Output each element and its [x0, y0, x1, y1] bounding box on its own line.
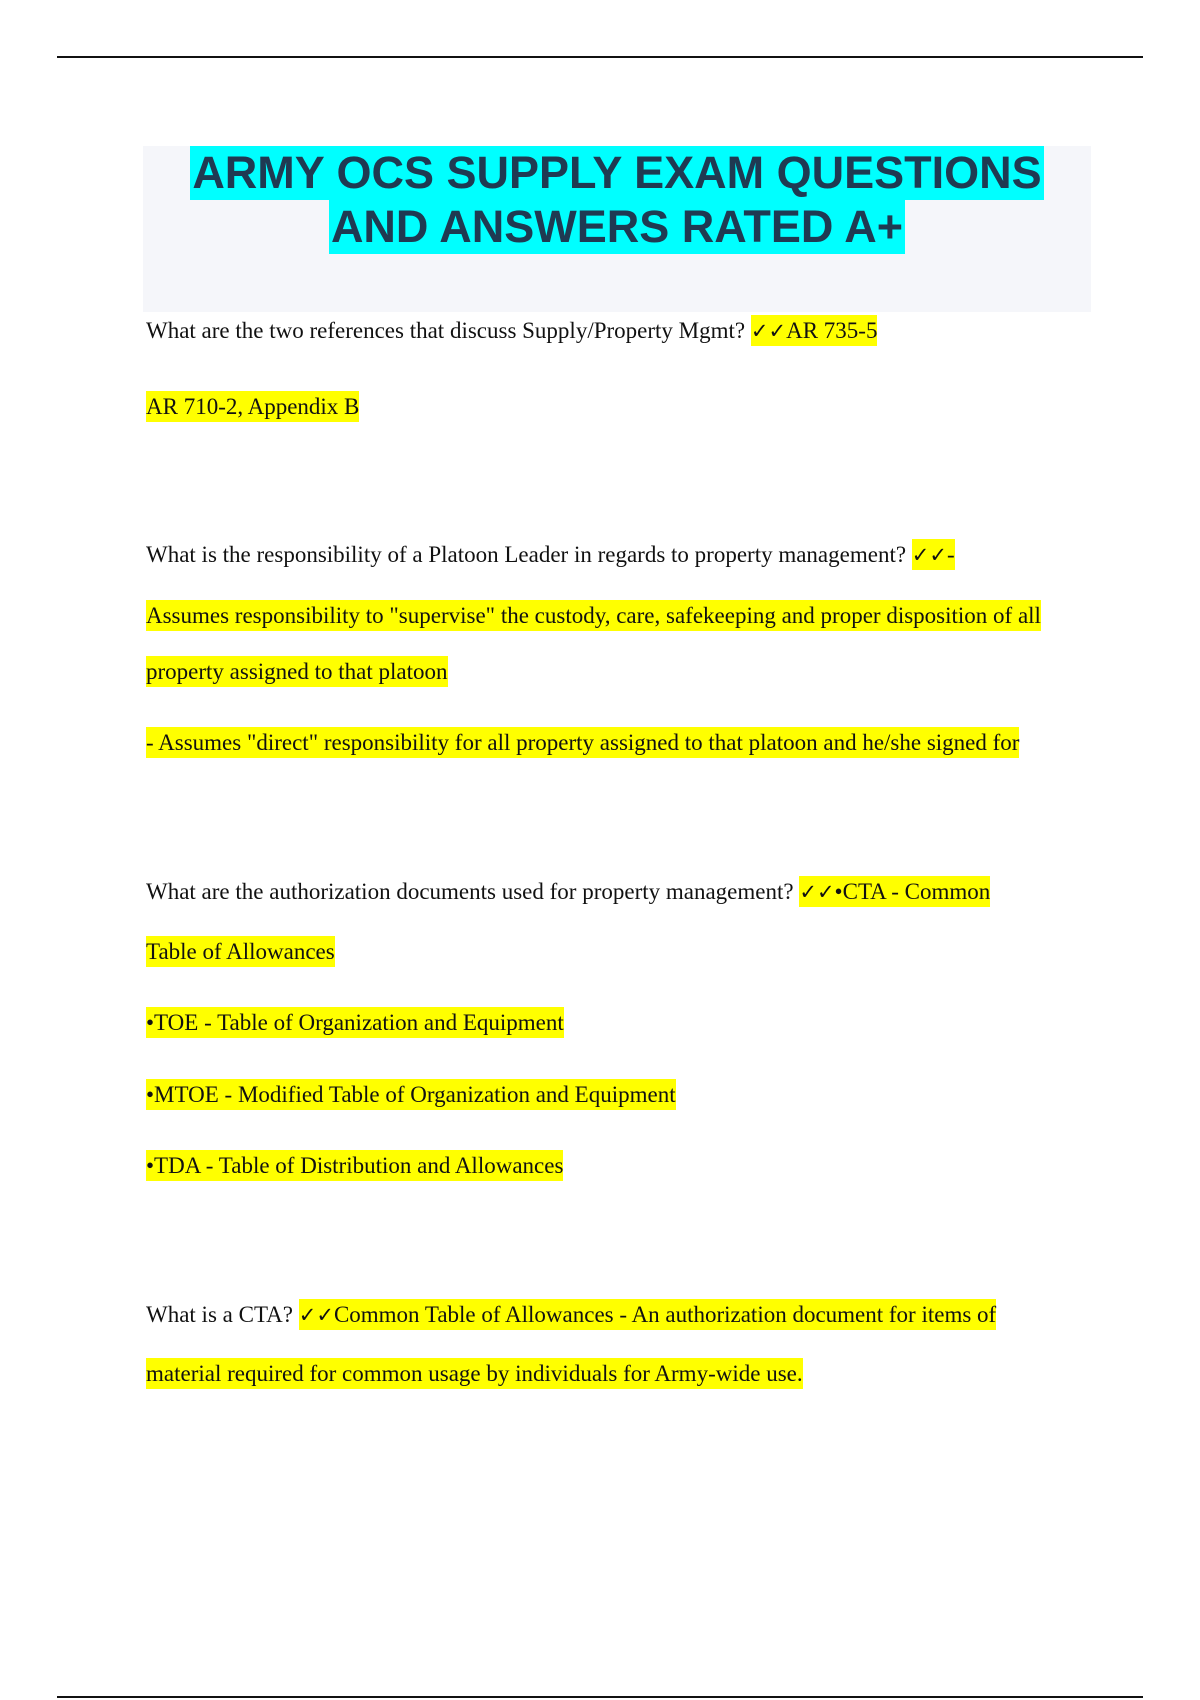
- top-rule: [57, 56, 1143, 58]
- qa-3-answer-line: [146, 1080, 676, 1110]
- qa-4-question: What is a CTA?: [146, 1302, 293, 1327]
- qa-3-question: What are the authorization documents used for property management?: [146, 879, 794, 904]
- bottom-rule: [57, 1696, 1143, 1698]
- qa-3-answer-line: [146, 1151, 563, 1181]
- qa-3-answer-line: [146, 937, 335, 967]
- qa-3-question-line: [146, 877, 990, 907]
- qa-2-answer-line: [146, 657, 448, 687]
- qa-4-answer-start: [299, 1299, 996, 1330]
- qa-4-answer-first: Common Table of Allowances - An authorization document for items of: [333, 1302, 997, 1327]
- qa-3-answer-line-1: Table of Allowances: [146, 936, 335, 967]
- title-text-2: AND ANSWERS RATED A+: [330, 201, 904, 252]
- qa-2-answer-line-3: - Assumes "direct" responsibility for all property assigned to that platoon and he/she signed for: [146, 727, 1019, 758]
- qa-2-question-line: [146, 540, 955, 570]
- qa-1-answer-first: AR 735-5: [786, 318, 878, 343]
- qa-1-answer-start: [751, 315, 878, 346]
- qa-1-question: What are the two references that discuss Supply/Property Mgmt?: [146, 318, 746, 343]
- qa-3-answer-start: [799, 876, 990, 907]
- qa-4-question-line: [146, 1300, 996, 1330]
- qa-2-question: What is the responsibility of a Platoon Leader in regards to property management?: [146, 542, 907, 567]
- check-mark-icon: ✓✓: [911, 543, 947, 567]
- qa-1-answer-line-1: AR 710-2, Appendix B: [146, 391, 359, 422]
- qa-4-answer-line-1: material required for common usage by individuals for Army-wide use.: [146, 1358, 803, 1389]
- check-mark-icon: ✓✓: [750, 319, 787, 343]
- qa-3-answer-first: •CTA - Common: [834, 879, 991, 904]
- qa-1-answer-line: [146, 392, 359, 422]
- title-text-1: ARMY OCS SUPPLY EXAM QUESTIONS: [192, 147, 1042, 198]
- qa-3-answer-line-2: •TOE - Table of Organization and Equipment: [146, 1007, 564, 1038]
- document-title-line-1: [143, 146, 1091, 200]
- qa-3-answer-line-4: •TDA - Table of Distribution and Allowances: [146, 1150, 563, 1181]
- qa-2-answer-line: [146, 601, 1041, 631]
- qa-2-answer-line-1: Assumes responsibility to "supervise" the custody, care, safekeeping and proper disposition of all: [146, 600, 1041, 631]
- qa-2-answer-first: -: [947, 542, 955, 567]
- check-mark-icon: ✓✓: [799, 880, 835, 904]
- qa-1-question-line: [146, 316, 877, 346]
- title-block: [143, 146, 1091, 312]
- qa-2-answer-line-2: property assigned to that platoon: [146, 656, 448, 687]
- document-title-line-2: [143, 200, 1091, 254]
- qa-3-answer-line-3: •MTOE - Modified Table of Organization and Equipment: [146, 1079, 676, 1110]
- qa-3-answer-line: [146, 1008, 564, 1038]
- check-mark-icon: ✓✓: [298, 1303, 334, 1327]
- qa-2-answer-start: [912, 539, 955, 570]
- qa-4-answer-line: [146, 1359, 803, 1389]
- qa-2-answer-line: [146, 728, 1019, 758]
